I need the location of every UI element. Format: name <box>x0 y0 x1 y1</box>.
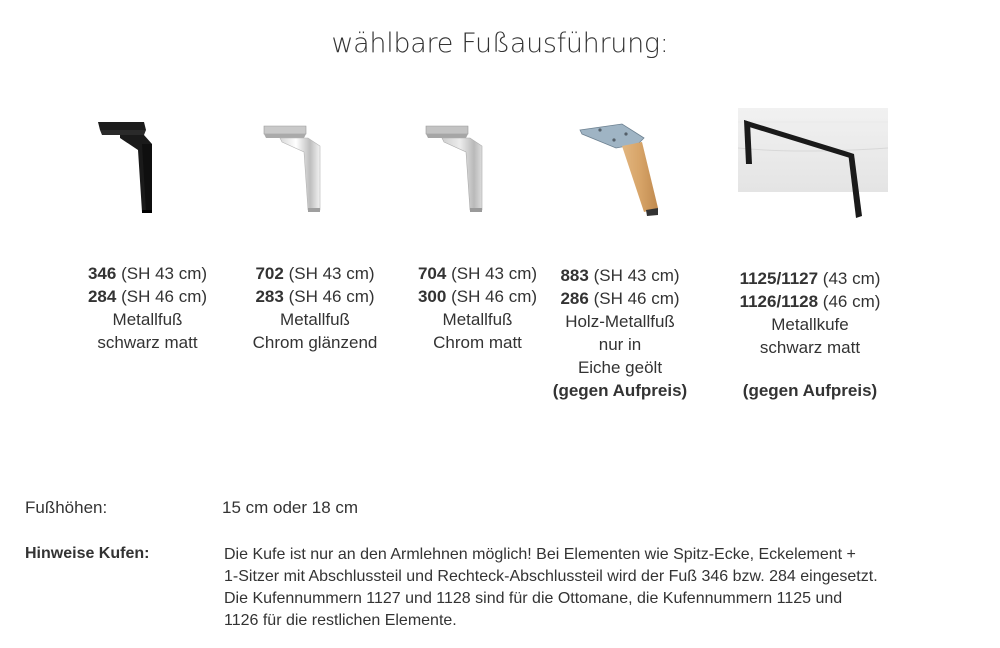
heights-label: Fußhöhen: <box>25 498 108 517</box>
foot-number: 286 <box>560 289 589 308</box>
foot-number: 346 <box>87 264 117 283</box>
foot-number: 702 <box>255 264 284 283</box>
foot-height: (SH 46 cm) <box>588 289 680 308</box>
foot-height: (46 cm) <box>818 292 881 311</box>
hint-line: Die Kufennummern 1127 und 1128 sind für die Ottomane, die Kufennummern 1125 und <box>224 590 843 607</box>
hint-line: 1-Sitzer mit Abschlussteil und Rechteck-Abschlussteil wird der Fuß 346 bzw. 284 eingesetzt. <box>224 568 878 585</box>
foot-height: (43 cm) <box>818 269 881 288</box>
foot-height: (SH 46 cm) <box>116 287 208 306</box>
foot-material: Metallfuß <box>280 310 350 329</box>
foot-finish: schwarz matt <box>759 338 861 357</box>
foot-caption-704 <box>400 262 555 354</box>
foot-finish: schwarz matt <box>97 333 198 352</box>
foot-availability: nur in <box>598 335 642 354</box>
foot-height: (SH 43 cm) <box>116 264 208 283</box>
foot-height: (SH 43 cm) <box>446 264 538 283</box>
foot-finish: Chrom glänzend <box>252 333 378 352</box>
metal-runner-sofa-icon <box>738 108 890 222</box>
chrome-glossy-leg-icon <box>258 122 328 216</box>
foot-height: (SH 43 cm) <box>283 264 375 283</box>
foot-caption-883 <box>540 264 700 402</box>
hints-label: Hinweise Kufen: <box>25 545 150 562</box>
heights-value: 15 cm oder 18 cm <box>222 498 359 517</box>
surcharge-note: (gegen Aufpreis) <box>742 381 878 400</box>
foot-height: (SH 46 cm) <box>283 287 375 306</box>
foot-number: 284 <box>87 287 117 306</box>
surcharge-note: (gegen Aufpreis) <box>552 381 688 400</box>
foot-finish: Chrom matt <box>433 333 522 352</box>
foot-height: (SH 46 cm) <box>446 287 538 306</box>
foot-material: Holz-Metallfuß <box>565 312 675 331</box>
foot-number: 704 <box>417 264 447 283</box>
oak-wood-metal-leg-icon <box>578 120 668 220</box>
foot-material: Metallfuß <box>112 310 183 329</box>
page-title: wählbare Fußausführung: <box>331 28 669 59</box>
black-metal-leg-icon <box>94 118 164 216</box>
foot-material: Metallkufe <box>771 315 849 334</box>
foot-number: 300 <box>417 287 447 306</box>
hints-text <box>224 544 994 632</box>
foot-caption-1125 <box>720 267 900 402</box>
foot-number: 883 <box>560 266 589 285</box>
hint-line: Die Kufe ist nur an den Armlehnen möglich! Bei Elementen wie Spitz-Ecke, Eckelement + <box>224 546 856 563</box>
hint-line: 1126 für die restlichen Elemente. <box>224 612 457 629</box>
foot-caption-702 <box>235 262 395 354</box>
foot-caption-346 <box>70 262 225 354</box>
chrome-matt-leg-icon <box>420 122 490 216</box>
foot-finish: Eiche geölt <box>577 358 663 377</box>
foot-material: Metallfuß <box>442 310 513 329</box>
foot-number: 283 <box>255 287 284 306</box>
foot-height: (SH 43 cm) <box>588 266 680 285</box>
foot-number: 1125/1127 <box>739 269 819 288</box>
foot-number: 1126/1128 <box>739 292 819 311</box>
